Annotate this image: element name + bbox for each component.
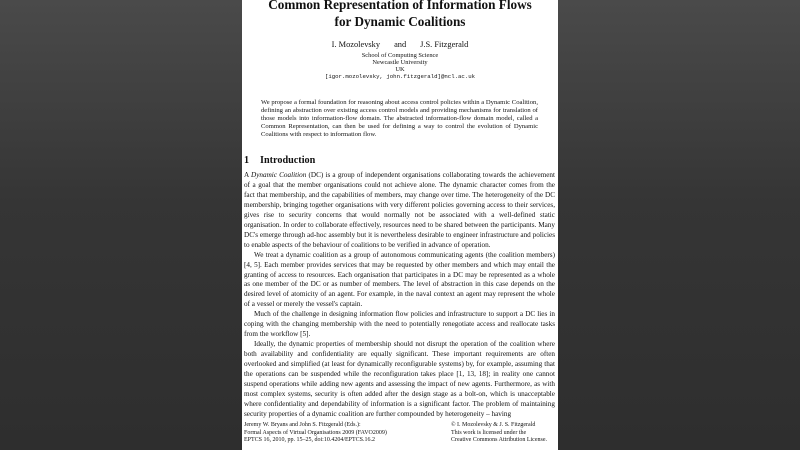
footer-license-line: This work is licensed under the — [451, 429, 527, 436]
author-1: I. Mozolevsky — [331, 40, 381, 49]
affiliation-school: School of Computing Science — [361, 52, 439, 59]
paragraph-1-rest: (DC) is a group of independent organisations collaborating towards the achievement of a goal that the member organisations could not achieve alone. The dynamic character comes from the fact that membership, and the capabilities of members, may change over time. The heterogeneity of the DC membership, bringing together organisations with very different policies governing access to their services, gives rise to security concerns that would normally not be associated with a well-defined static organisation. In order to collaborate effectively, resources need to be shared between the participants. Many DC's emerge through ad-hoc assembly but it is nevertheless desirable to engineer infrastructure and policies to enable aspects of the behaviour of coalitions to be verified in advance of operation. — [244, 171, 556, 249]
background-right — [558, 0, 800, 450]
paragraph-1-prefix: A — [244, 171, 251, 179]
paragraph-1 — [244, 171, 555, 251]
author-conjunction: and — [394, 40, 407, 49]
affiliation-country: UK — [395, 66, 405, 74]
paragraph-4: Ideally, the dynamic properties of membership should not disrupt the operation of the coalition where both availability and confidentiality are equally significant. These important requirements are often overlooked and simplified (at least for dynamically reconfigurable systems) by, for example, assuming that the operations can be suspended while the reconfiguration takes place [1, 13, 18]; in reality one cannot suspend operations while adding new agents and assessing the impact of new agents. Furthermore, as with most complex systems, security is often added after the design stage as a bolt-on, which is unacceptable where confidentiality and dependability of information is a significant factor. The problem of maintaining security properties of a dynamic coalition are further compounded by heterogeneity – having — [244, 340, 555, 418]
authors — [242, 40, 558, 49]
section-number: 1 — [244, 155, 250, 166]
footer-license-name: Creative Commons Attribution License. — [451, 437, 547, 444]
paragraph-2: We treat a dynamic coalition as a group of autonomous communicating agents (the coalition members) [4, 5]. Each member provides services that may be requested by other members and which may entail the granting of access to resources. Each organisation that participates in a DC may be represented as a whole as one member of the DC or as number of members. The level of abstraction in this case depends on the desired level of atomicity of an agent. For example, in the naval context an agent may represent the whole of a vessel or merely the vessel's captain. — [244, 250, 555, 309]
footer-proceedings: Formal Aspects of Virtual Organisations 2009 (FAVO2009) — [244, 429, 387, 436]
body-text — [244, 171, 555, 420]
paper-page — [242, 0, 558, 450]
title-line-2: for Dynamic Coalitions — [334, 14, 466, 29]
abstract: We propose a formal foundation for reasoning about access control policies within a Dynamic Coalition, defining an abstraction over existing access control models and providing mechanisms for translation of those models into information-flow domain. The abstracted information-flow domain model, called a Common Representation, can then be used for defining a way to control the evolution of Dynamic Coalitions with respect to information flow. — [261, 99, 538, 139]
footer-copyright: © I. Mozolevsky & J. S. Fitzgerald — [451, 422, 536, 428]
author-2: J.S. Fitzgerald — [420, 40, 469, 49]
title-line-1: Common Representation of Information Flows — [268, 0, 532, 12]
section-title: Introduction — [260, 155, 316, 166]
term-dynamic-coalition: Dynamic Coalition — [251, 171, 307, 179]
footer-citation — [244, 422, 444, 445]
footer-doi: EPTCS 16, 2010, pp. 15–25, doi:10.4204/EPTCS.16.2 — [244, 437, 376, 444]
footer-license — [451, 422, 558, 445]
author-emails: [igor.mozolevsky, john.fitzgerald]@ncl.ac.uk — [324, 73, 476, 80]
affiliation — [242, 52, 558, 74]
paragraph-3: Much of the challenge in designing information flow policies and infrastructure to support a DC lies in coping with the changing membership with the need to potentially renegotiate access and reallocate tasks from the workflow [5]. — [244, 310, 555, 339]
paper-title — [242, 0, 558, 30]
affiliation-university: Newcastle University — [372, 59, 428, 67]
background-left — [0, 0, 242, 450]
section-heading-introduction — [244, 155, 315, 166]
footer-editors: Jeremy W. Bryans and John S. Fitzgerald (Eds.): — [244, 422, 361, 428]
